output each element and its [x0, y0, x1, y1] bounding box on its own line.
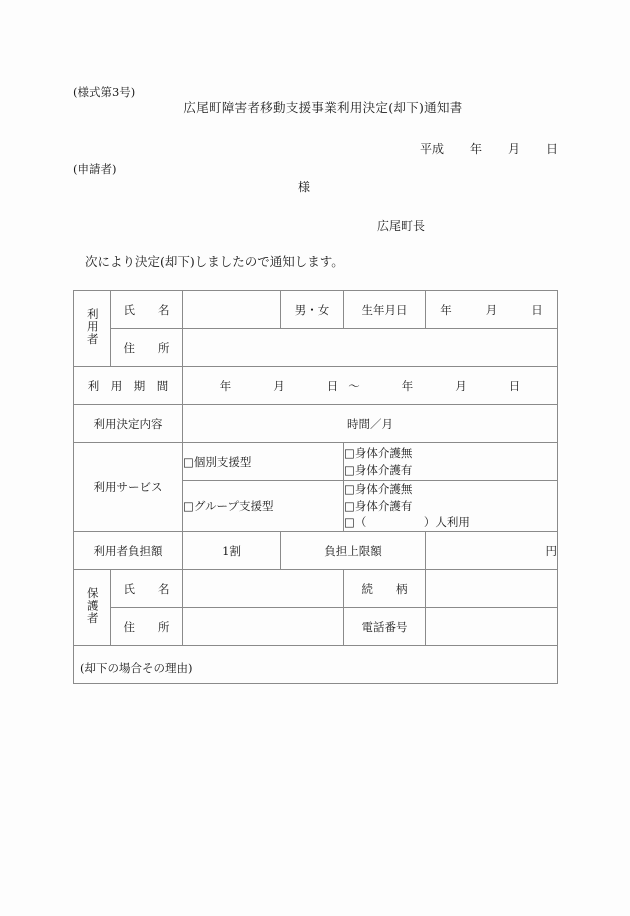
user-address-label-cell: 住 所: [111, 329, 183, 367]
birth-month-unit: 月: [485, 302, 498, 317]
burden-cap-label-cell: 負担上限額: [281, 532, 426, 570]
table-row-period: [74, 367, 558, 405]
decision-value-cell[interactable]: [183, 405, 558, 443]
date-year-unit: 年: [469, 142, 482, 156]
lead-paragraph: 次により決定(却下)しましたので通知します。: [85, 254, 344, 269]
user-section-label: 利用者: [85, 308, 100, 346]
date-month-unit: 月: [507, 142, 520, 156]
user-name-input-cell[interactable]: [183, 291, 281, 329]
guardian-section-label: 保護者: [85, 587, 100, 625]
phone-input-cell[interactable]: [426, 608, 558, 646]
gender-label-cell[interactable]: 男・女: [281, 291, 344, 329]
table-row-guardian-address: [74, 608, 558, 646]
checkbox-group-support[interactable]: □グループ支援型: [183, 499, 274, 513]
table-row-burden: [74, 532, 558, 570]
applicant-label: (申請者): [73, 162, 117, 176]
table-row-reason: [74, 646, 558, 684]
era-label: 平成: [419, 142, 444, 156]
service-group-option[interactable]: [183, 481, 344, 532]
form-number: (様式第3号): [73, 85, 136, 99]
checkbox-care-yes-individual[interactable]: □身体介護有: [344, 462, 413, 477]
period-from-day: 日: [326, 378, 339, 393]
period-to-year: 年: [401, 378, 414, 393]
decision-label-cell: 利用決定内容: [74, 405, 183, 443]
checkbox-care-none-group[interactable]: □身体介護無: [344, 482, 413, 496]
table-row-guardian-name: [74, 570, 558, 608]
period-to-month: 月: [455, 378, 467, 393]
birthdate-input-cell[interactable]: [426, 291, 558, 329]
guardian-name-label-cell: 氏 名: [111, 570, 183, 608]
table-row-user-name: [74, 291, 558, 329]
applicant-honorific: 様: [298, 180, 311, 194]
guardian-section-label-cell: [74, 570, 111, 646]
checkbox-care-none-individual[interactable]: □身体介護無: [344, 445, 413, 460]
date-day-unit: 日: [545, 142, 558, 156]
user-name-label-cell: 氏 名: [111, 291, 183, 329]
birth-year-unit: 年: [440, 302, 452, 317]
issuer-name: 広尾町長: [377, 219, 426, 233]
service-individual-care-options[interactable]: [344, 443, 558, 481]
service-individual-option[interactable]: [183, 443, 344, 481]
issue-date-line: [420, 140, 558, 157]
checkbox-care-yes-group[interactable]: □身体介護有: [344, 498, 413, 513]
decision-unit-label: 時間／月: [347, 416, 393, 431]
user-address-input-cell[interactable]: [183, 329, 558, 367]
burden-cap-unit: 円: [545, 543, 557, 558]
service-group-care-options[interactable]: [344, 481, 558, 532]
period-from-month: 月: [273, 378, 285, 393]
checkbox-group-headcount[interactable]: □（ ）人利用: [344, 515, 470, 530]
birthdate-label-cell: 生年月日: [344, 291, 426, 329]
service-label-cell: 利用サービス: [74, 443, 183, 532]
user-burden-value-cell[interactable]: 1割: [183, 532, 281, 570]
guardian-name-input-cell[interactable]: [183, 570, 344, 608]
rejection-reason-cell[interactable]: [74, 646, 558, 684]
period-label-cell: 利 用 期 間: [74, 367, 183, 405]
guardian-address-label-cell: 住 所: [111, 608, 183, 646]
relation-label-cell: 続 柄: [344, 570, 426, 608]
guardian-address-input-cell[interactable]: [183, 608, 344, 646]
period-from-year: 年: [219, 378, 232, 393]
birth-day-unit: 日: [531, 302, 543, 317]
page-title: 広尾町障害者移動支援事業利用決定(却下)通知書: [183, 100, 463, 115]
checkbox-individual-support[interactable]: □個別支援型: [183, 454, 252, 469]
period-input-cell[interactable]: [183, 367, 558, 405]
table-row-decision: [74, 405, 558, 443]
user-burden-label-cell: 利用者負担額: [74, 532, 183, 570]
period-tilde: 〜: [348, 378, 360, 393]
notification-form-table: [73, 290, 558, 684]
user-section-label-cell: [74, 291, 111, 367]
rejection-reason-label: (却下の場合その理由): [80, 661, 193, 676]
table-row-service-individual: [74, 443, 558, 481]
period-to-day: 日: [508, 378, 521, 393]
phone-label-cell: 電話番号: [344, 608, 426, 646]
relation-input-cell[interactable]: [426, 570, 558, 608]
burden-cap-value-cell[interactable]: [426, 532, 558, 570]
table-row-user-address: [74, 329, 558, 367]
